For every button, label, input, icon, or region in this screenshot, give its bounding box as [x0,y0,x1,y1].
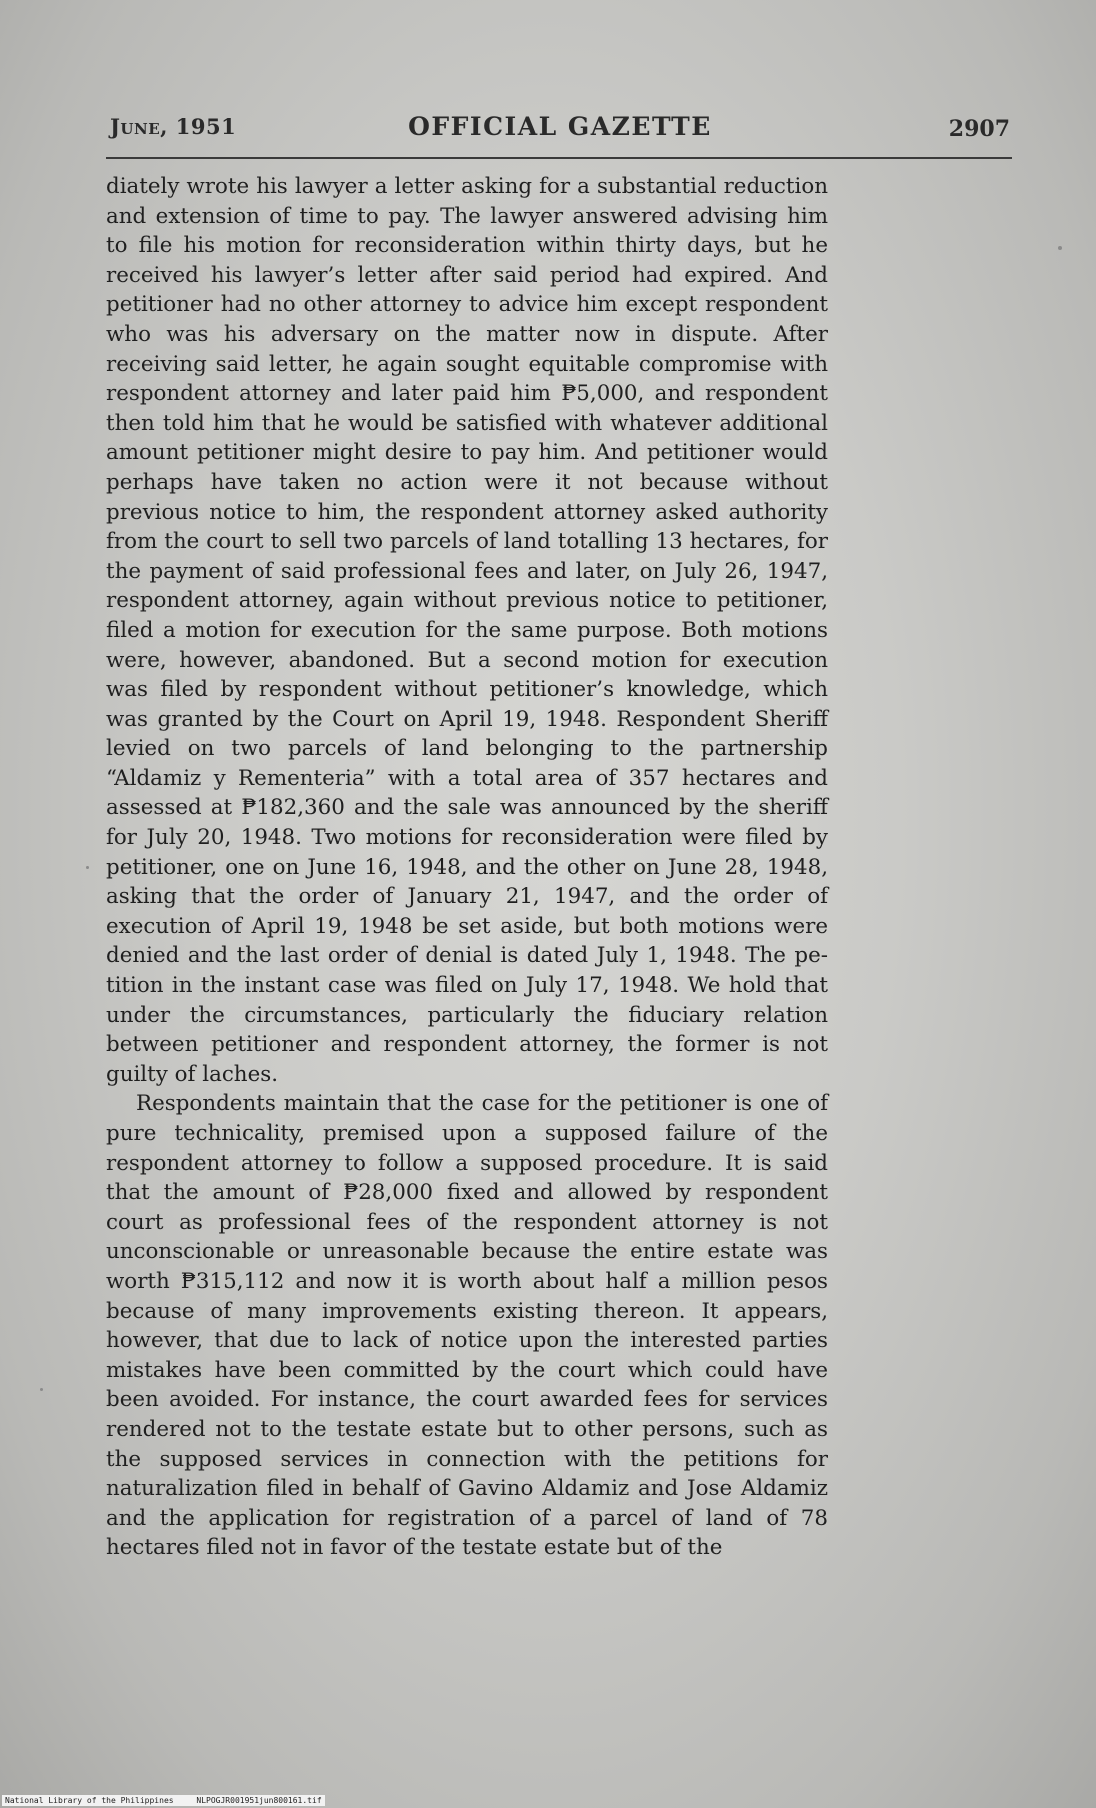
scan-speck [40,1388,43,1391]
header-rule [106,157,1012,159]
footer-library: National Library of the Philippines [5,1796,174,1805]
footer-file-id: NLPOGJR001951jun800161.tif [196,1796,322,1805]
page-number: 2907 [948,116,1010,142]
scan-speck [1058,246,1062,250]
header-date: June, 1951 [110,114,237,139]
paragraph-2: Respondents maintain that the case for the petitioner is one of pure technicality, premised upon a supposed failure of the respondent attorney to follow a supposed procedure. It is said that the amount of ₱28,000 fixed and allowed by respondent court as professional fees of the respondent attorney is not unconscionable or unreasonable because the entire estate was worth ₱315,112 and now it is worth about half a million pesos because of many improvements existing thereon. It appears, however, that due to lack of notice upon the interested parties mistakes have been committed by the court which could have been avoided. For instance, the court awarded fees for services rendered not to the testate estate but to other persons, such as the supposed services in connection with the petitions for naturalization filed in behalf of Gavino Aldamiz and Jose Aldamiz and the application for registration of a parcel of land of 78 hectares filed not in favor of the testate estate but of the [106,1091,828,1561]
body-text [106,172,828,1563]
scan-footer [2,1795,325,1806]
header-title: OFFICIAL GAZETTE [408,112,712,141]
paragraph-1: diately wrote his lawyer a letter asking for a substantial reduction and extension of time to pay. The lawyer answered advising him to file his motion for reconsideration within thirty days, but he received his lawyer’s letter after said period had expired. And petitioner had no other attorney to advice him except respondent who was his adversary on the matter now in dispute. After receiving said letter, he again sought equitable compromise with respondent attorney and later paid him ₱5,000, and respondent then told him that he would be satisfied with whatever additional amount petitioner might desire to pay him. And petitioner would perhaps have taken no action were it not because without previous notice to him, the respondent attorney asked authority from the court to sell two parcels of land totalling 13 hectares, for the payment of said professional fees and later, on July 26, 1947, respondent attorney, again without previous notice to petitioner, filed a motion for execution for the same purpose. Both motions were, however, abandoned. But a second motion for execution was filed by respondent without petitioner’s knowledge, which was granted by the Court on April 19, 1948. Respondent Sheriff levied on two parcels of land belonging to the partnership “Aldamiz y Rementeria” with a total area of 357 hectares and assessed at ₱182,360 and the sale was announced by the sheriff for July 20, 1948. Two motions for reconsideration were filed by petitioner, one on June 16, 1948, and the other on June 28, 1948, asking that the order of January 21, 1947, and the order of execution of April 19, 1948 be set aside, but both motions were denied and the last order of denial is dated July 1, 1948. The petition in the instant case was filed on July 17, 1948. We hold that under the circumstances, particularly the fiduciary relation between petitioner and respondent attorney, the former is not guilty of laches. [106,174,828,1087]
scan-speck [86,866,89,869]
page-header [110,110,1010,150]
